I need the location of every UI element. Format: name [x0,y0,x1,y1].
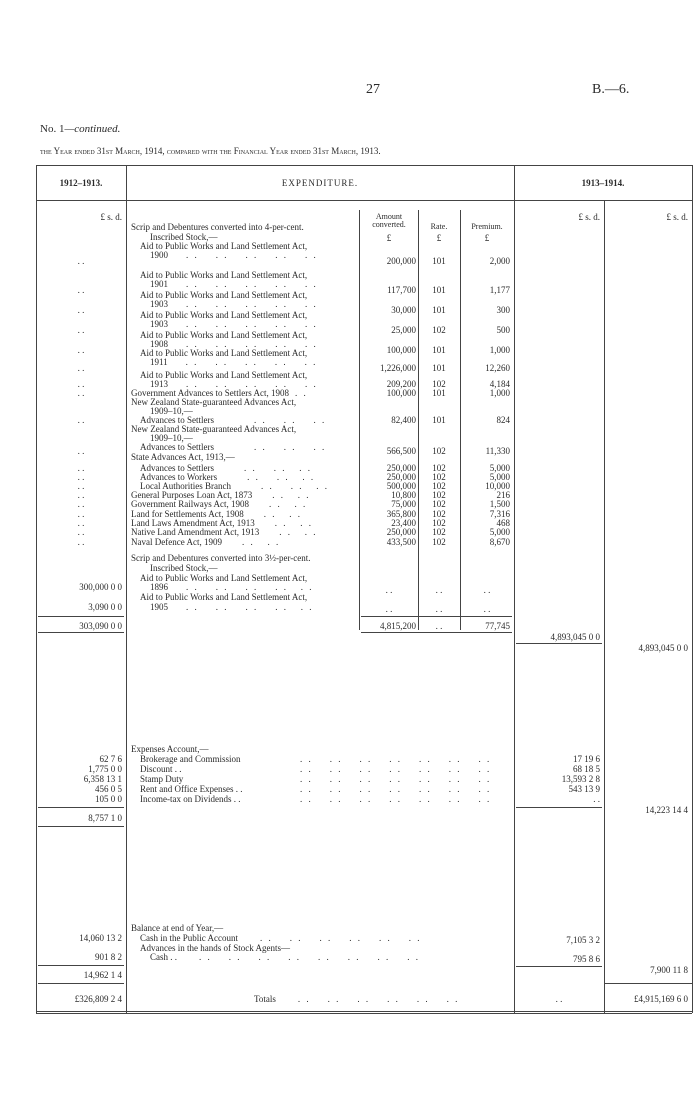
other-row-2-prev: . . [77,508,85,519]
expense-row-4-cur: . . [593,794,600,804]
scrip-row-3-label: Aid to Public Works and Land Settlement Act, [140,310,308,320]
scrip-row-5-prev: . . [77,363,85,373]
other-row-4-label: Native Land Amendment Act, 1913 . . . . [131,527,318,538]
col-header-1912: 1912–1913. [59,178,103,188]
state-row-2-amount: 500,000 [386,481,416,491]
scrip-row-6-label: Aid to Public Works and Land Settlement Act, [140,370,308,380]
scrip-row-3-premium: 500 [496,325,510,335]
other-row-0-amount: 10,800 [391,490,416,500]
gov-adv-prev: . . [77,388,85,398]
state-row-1-label: Advances to Workers . . . . . . [140,472,316,482]
scrip-row-6-premium: 4,184 [489,379,510,389]
other-row-5-label: Naval Defence Act, 1909 . . . . [131,536,281,547]
expenses-total-cur: 14,223 14 4 [645,805,688,815]
expense-row-0-label: Brokerage and Commission [140,754,241,764]
scrip-row-2-prev: . . [77,305,85,315]
scrip-row-5-year: 1911 . . . . . . . . . . [150,357,318,367]
expenses-cur-rule [516,807,602,808]
expense-row-4-label: Income-tax on Dividends . . [140,794,241,804]
scrip-row-5-label: Aid to Public Works and Land Settlement Act, [140,348,308,358]
other-row-0-premium: 216 [496,490,510,500]
col-header-1914: 1913–1914. [581,178,625,188]
scrip-row-6-prev: . . [77,379,85,389]
expense-row-0-leaders: . . . . . . . . . . . . . . [300,754,492,764]
scrip-row-4-rate: 101 [432,345,446,355]
scrip-row-0-year: 1900 . . . . . . . . . . [150,250,318,260]
table-bottom-rule-2 [36,1013,692,1014]
scrip-row-2-label: Aid to Public Works and Land Settlement Act, [140,290,308,300]
other-row-0-rate: 102 [432,490,446,500]
scrip-row-6-rate: 102 [432,379,446,389]
balance-label: Balance at end of Year,— [131,923,224,933]
scrip35-aid1-rate: . . [435,585,443,595]
expense-row-2-label: Stamp Duty [140,774,184,784]
scrip-total-cur1: 4,893,045 0 0 [550,632,600,642]
scrip-row-4-prev: . . [77,345,85,355]
scrip-row-5-rate: 101 [432,363,446,373]
expenses-prev-rule-2 [38,826,124,827]
nz2-line3: Advances to Settlers . . . . . . [140,442,327,452]
balance-cash-prev: 901 8 2 [95,952,122,962]
balance-total-prev: 14,962 1 4 [83,970,122,980]
page-number: 27 [366,82,380,97]
table-top-rule [36,165,692,166]
balance-cur-rule [516,966,602,967]
scrip-row-0-prev: . . [77,256,85,266]
expense-row-4-leaders: . . . . . . . . . . . . . . [300,794,492,804]
totals-cur2: £4,915,169 6 0 [634,994,688,1004]
other-row-0-prev: . . [77,490,85,500]
state-row-1-rate: 102 [432,472,446,482]
scrip35-aid2-premium: . . [483,604,491,614]
other-row-4-prev: . . [77,527,85,538]
scrip-total-rate: . . [435,621,443,631]
other-row-1-label: Government Railways Act, 1908 . . . . [131,499,308,510]
state-row-1-premium: 5,000 [489,472,510,482]
state-row-0-prev: . . [77,463,85,473]
scrip-prev-subtotal-rule [38,616,124,617]
expenses-prev-rule [38,807,124,808]
other-row-2-amount: 365,800 [386,508,416,519]
scrip-sub-subtotal-rule [361,616,512,617]
scrip-row-6-amount: 209,200 [386,379,416,389]
other-row-1-amount: 75,000 [391,499,416,510]
state-row-2-premium: 10,000 [485,481,510,491]
scrip35-aid2-amount: . . [385,604,393,614]
scrip35-aid2-prev: 3,090 0 0 [88,602,122,612]
expense-row-0-cur: 17 19 6 [573,754,600,764]
scrip-row-5-amount: 1,226,000 [380,363,416,373]
scrip-row-2-year: 1903 . . . . . . . . . . [150,299,318,309]
nz1-line1: New Zealand State-guaranteed Advances Act, [131,397,297,407]
state-row-2-rate: 102 [432,481,446,491]
balance-prev-rule-2 [38,983,124,984]
nz2-prev: . . [77,446,85,456]
premium-pound: £ [484,233,490,243]
scrip-sub-total-rule [361,632,512,633]
totals-label: Totals . . . . . . . . . . . . [254,994,460,1004]
rate-header: Rate. [430,222,448,231]
nz1-line2: 1909–10,— [150,406,193,416]
col-divider-2 [514,165,515,1013]
table-number: No. 1—continued. [40,123,121,135]
scrip-total-cur2: 4,893,045 0 0 [638,643,688,653]
nz1-premium: 824 [496,415,510,425]
other-row-0-label: General Purposes Loan Act, 1873 . . . . [131,490,311,500]
expense-row-2-prev: 6,358 13 1 [83,774,122,784]
scrip-prev-total-rule [38,632,124,633]
expense-row-4-prev: 105 0 0 [95,794,122,804]
scrip-row-2-amount: 30,000 [391,305,416,315]
other-row-4-rate: 102 [432,527,446,538]
balance-public-account-cur: 7,105 3 2 [566,935,600,945]
scrip-row-1-prev: . . [77,285,85,295]
state-advances-label: State Advances Act, 1913,— [131,452,235,462]
balance-cur-rule-2 [604,983,692,984]
scrip-row-1-premium: 1,177 [489,285,510,295]
table-subtitle: the Year ended 31st March, 1914, compared with the Financial Year ended 31st March, 1913. [40,146,381,156]
other-row-3-label: Land Laws Amendment Act, 1913 . . . . [131,517,313,528]
state-row-2-label: Local Authorities Branch . . . . . . [140,481,329,491]
scrip-row-3-year: 1903 . . . . . . . . . . [150,319,318,329]
balance-public-account-label: Cash in the Public Account . . . . . . . . . . . . [140,933,422,943]
totals-cur1: . . [555,994,563,1004]
scrip-total-premium: 77,745 [485,621,510,631]
scrip-row-6-year: 1913 . . . . . . . . . . [150,379,318,389]
balance-cash-cur: 795 8 6 [573,954,600,964]
scrip-cur1-rule [516,643,602,644]
nz2-premium: 11,330 [485,446,510,456]
rate-pound: £ [436,233,442,243]
nz2-line1: New Zealand State-guaranteed Advances Act, [131,424,297,434]
other-row-4-premium: 5,000 [489,527,510,538]
totals-prev: £326,809 2 4 [74,994,122,1004]
expense-row-3-leaders: . . . . . . . . . . . . . . [300,784,492,794]
right-border [692,165,693,1013]
lsd-header-cur1: £ s. d. [578,212,600,222]
balance-cash-label: Cash . . . . . . . . . . . . . . . . . . [150,952,420,962]
state-row-2-prev: . . [77,481,85,491]
other-row-3-premium: 468 [496,517,510,528]
amount-pound: £ [386,233,392,243]
balance-total-cur: 7,900 11 8 [650,965,688,975]
nz1-amount: 82,400 [391,415,416,425]
scrip35-aid1-prev: 300,000 0 0 [79,582,122,592]
scrip35-aid2-rate: . . [435,604,443,614]
expense-row-2-leaders: . . . . . . . . . . . . . . [300,774,492,784]
premium-header: Premium. [471,222,503,231]
expense-row-1-cur: 68 18 5 [573,764,600,774]
expense-row-3-label: Rent and Office Expenses . . [140,784,243,794]
expense-row-3-cur: 543 13 9 [568,784,600,794]
other-row-3-prev: . . [77,517,85,528]
expense-row-2-cur: 13,593 2 8 [561,774,600,784]
other-row-4-amount: 250,000 [386,527,416,538]
scrip-row-0-rate: 101 [432,256,446,266]
document-reference: B.—6. [592,82,630,97]
scrip-row-3-amount: 25,000 [391,325,416,335]
other-row-3-rate: 102 [432,517,446,528]
scrip-row-4-label: Aid to Public Works and Land Settlement Act, [140,330,308,340]
scrip-row-0-label: Aid to Public Works and Land Settlement Act, [140,241,308,251]
scrip-row-1-amount: 117,700 [387,285,416,295]
header-rule [36,200,692,201]
scrip-row-0-premium: 2,000 [489,256,510,266]
state-row-0-amount: 250,000 [386,463,416,473]
other-row-1-prev: . . [77,499,85,510]
state-row-0-rate: 102 [432,463,446,473]
state-row-0-premium: 5,000 [489,463,510,473]
state-row-0-label: Advances to Settlers . . . . . . [140,463,312,473]
other-row-5-amount: 433,500 [386,536,416,547]
scrip-row-2-rate: 101 [432,305,446,315]
scrip-row-2-premium: 300 [496,305,510,315]
balance-prev-rule [38,965,124,966]
scrip35-aid1: Aid to Public Works and Land Settlement Act, [140,573,308,583]
other-row-5-premium: 8,670 [489,536,510,547]
scrip-row-1-rate: 101 [432,285,446,295]
scrip-row-4-year: 1908 . . . . . . . . . . [150,339,318,349]
scrip-intro-line1: Scrip and Debentures converted into 4-per-cent. [131,222,304,232]
other-row-2-premium: 7,316 [489,508,510,519]
scrip-row-3-prev: . . [77,325,85,335]
amount-header: Amount converted. [372,212,406,229]
other-row-1-rate: 102 [432,499,446,510]
nz2-line2: 1909–10,— [150,433,193,443]
col-divider-3 [604,200,605,1013]
expenses-label: Expenses Account,— [131,744,209,754]
other-row-5-rate: 102 [432,536,446,547]
table-bottom-rule [36,1011,692,1012]
scrip35-aid1-premium: . . [483,585,491,595]
nz2-amount: 566,500 [386,446,416,456]
state-row-1-amount: 250,000 [386,472,416,482]
scrip-row-1-year: 1901 . . . . . . . . . . [150,279,318,289]
nz1-prev: . . [77,415,85,425]
scrip-row-3-rate: 102 [432,325,446,335]
state-row-1-prev: . . [77,472,85,482]
scrip-row-1-label: Aid to Public Works and Land Settlement Act, [140,270,308,280]
gov-adv-label: Government Advances to Settlers Act, 1908 . . [131,388,308,398]
nz1-line3: Advances to Settlers . . . . . . [140,415,327,425]
scrip-total-amount: 4,815,200 [380,621,416,631]
expense-row-1-leaders: . . . . . . . . . . . . . . [300,764,492,774]
expenses-total-prev: 8,757 1 0 [88,813,122,823]
scrip-row-5-premium: 12,260 [485,363,510,373]
gov-adv-premium: 1,000 [489,388,510,398]
scrip35-aid1-year: 1896 . . . . . . . . . . [150,582,314,592]
expense-row-1-label: Discount . . [140,764,182,774]
left-border [36,165,37,1013]
scrip35-line1: Scrip and Debentures converted into 3½-per-cent. [131,553,311,563]
balance-stock-agents-label: Advances in the hands of Stock Agents— [140,943,290,953]
scrip35-aid2: Aid to Public Works and Land Settlement Act, [140,592,308,602]
other-row-2-rate: 102 [432,508,446,519]
scrip-total-prev: 303,090 0 0 [79,621,122,631]
balance-public-account-prev: 14,060 13 2 [79,933,122,943]
scrip-row-4-amount: 100,000 [386,345,416,355]
lsd-header-cur2: £ s. d. [666,212,688,222]
nz2-rate: 102 [432,446,446,456]
col-divider-1 [126,165,127,1013]
other-row-5-prev: . . [77,536,85,547]
scrip35-aid2-year: 1905 . . . . . . . . . . [150,602,314,612]
scrip35-line2: Inscribed Stock,— [150,563,218,573]
gov-adv-amount: 100,000 [386,388,416,398]
other-row-2-label: Land for Settlements Act, 1908 . . . . [131,508,302,519]
expense-row-0-prev: 62 7 6 [99,754,122,764]
nz1-rate: 101 [432,415,446,425]
other-row-1-premium: 1,500 [489,499,510,510]
scrip35-aid1-amount: . . [385,585,393,595]
scrip-row-0-amount: 200,000 [386,256,416,266]
other-row-3-amount: 23,400 [391,517,416,528]
expense-row-1-prev: 1,775 0 0 [88,764,122,774]
scrip-row-4-premium: 1,000 [489,345,510,355]
col-header-expenditure: EXPENDITURE. [281,178,359,188]
lsd-header-prev: £ s. d. [100,212,122,222]
gov-adv-rate: 101 [432,388,446,398]
expense-row-3-prev: 456 0 5 [95,784,122,794]
scrip-intro-line2: Inscribed Stock,— [150,232,218,242]
